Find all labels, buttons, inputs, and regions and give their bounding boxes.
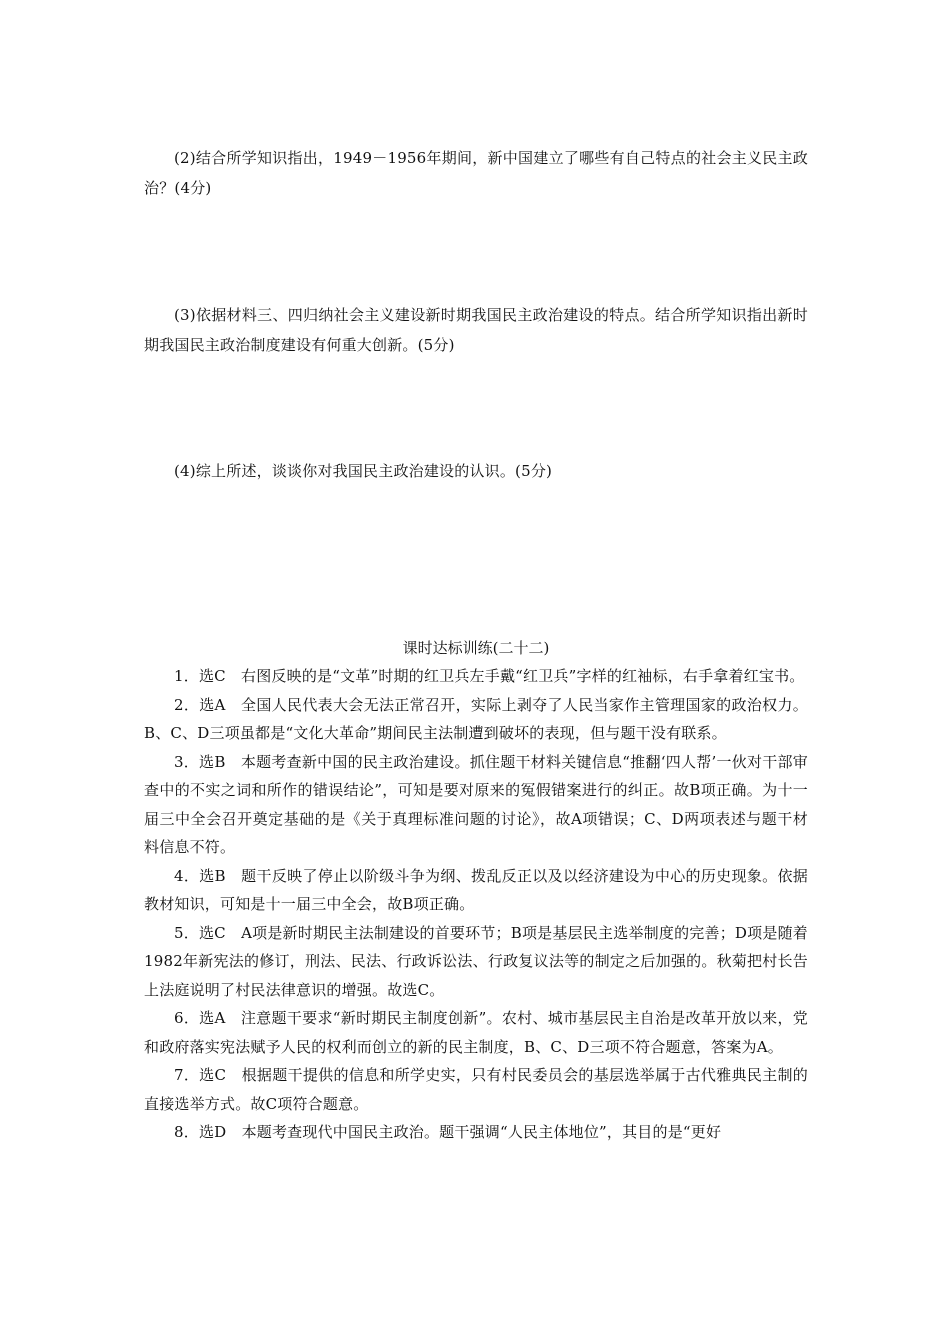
answer-8: 8．选D 本题考查现代中国民主政治。题干强调“人民主体地位”，其目的是“更好 xyxy=(174,1123,722,1141)
section-title: 课时达标训练(二十二) xyxy=(402,639,550,657)
answer-1: 1．选C 右图反映的是“文革”时期的红卫兵左手戴“红卫兵”字样的红袖标，右手拿着红宝书。 xyxy=(174,667,805,685)
answer-3: 3．选B 本题考查新中国的民主政治建设。抓住题干材料关键信息“推翻‘四人帮’一伙对干部审查中的不实之词和所作的错误结论”，可知是要对原来的冤假错案进行的纠正。故B项正确。为十一届三中全会召开奠定基础的是《关于真理标准问题的讨论》，故A项错误；C、D两项表述与题干材料信息不符。 xyxy=(144,752,808,856)
answer-4: 4．选B 题干反映了停止以阶级斗争为纲、拨乱反正以及以经济建设为中心的历史现象。依据教材知识，可知是十一届三中全会，故B项正确。 xyxy=(144,866,808,913)
answer-6: 6．选A 注意题干要求“新时期民主制度创新”。农村、城市基层民主自治是改革开放以来，党和政府落实宪法赋予人民的权利而创立的新的民主制度，B、C、D三项不符合题意，答案为A。 xyxy=(144,1009,808,1056)
question-4: (4)综上所述，谈谈你对我国民主政治建设的认识。(5分) xyxy=(174,462,553,480)
answer-5: 5．选C A项是新时期民主法制建设的首要环节；B项是基层民主选举制度的完善；D项是随着1982年新宪法的修订，刑法、民法、行政诉讼法、行政复议法等的制定之后加强的。秋菊把村长告上法庭说明了村民法律意识的增强。故选C。 xyxy=(144,923,808,999)
answer-list xyxy=(144,662,808,1147)
question-2: (2)结合所学知识指出，1949－1956年期间，新中国建立了哪些有自己特点的社会主义民主政治？(4分) xyxy=(144,149,808,197)
answer-7: 7．选C 根据题干提供的信息和所学史实，只有村民委员会的基层选举属于古代雅典民主制的直接选举方式。故C项符合题意。 xyxy=(144,1066,808,1113)
question-3: (3)依据材料三、四归纳社会主义建设新时期我国民主政治建设的特点。结合所学知识指出新时期我国民主政治制度建设有何重大创新。(5分) xyxy=(144,306,808,354)
answer-2: 2．选A 全国人民代表大会无法正常召开，实际上剥夺了人民当家作主管理国家的政治权力。B、C、D三项虽都是“文化大革命”期间民主法制遭到破坏的表现，但与题干没有联系。 xyxy=(144,695,808,742)
